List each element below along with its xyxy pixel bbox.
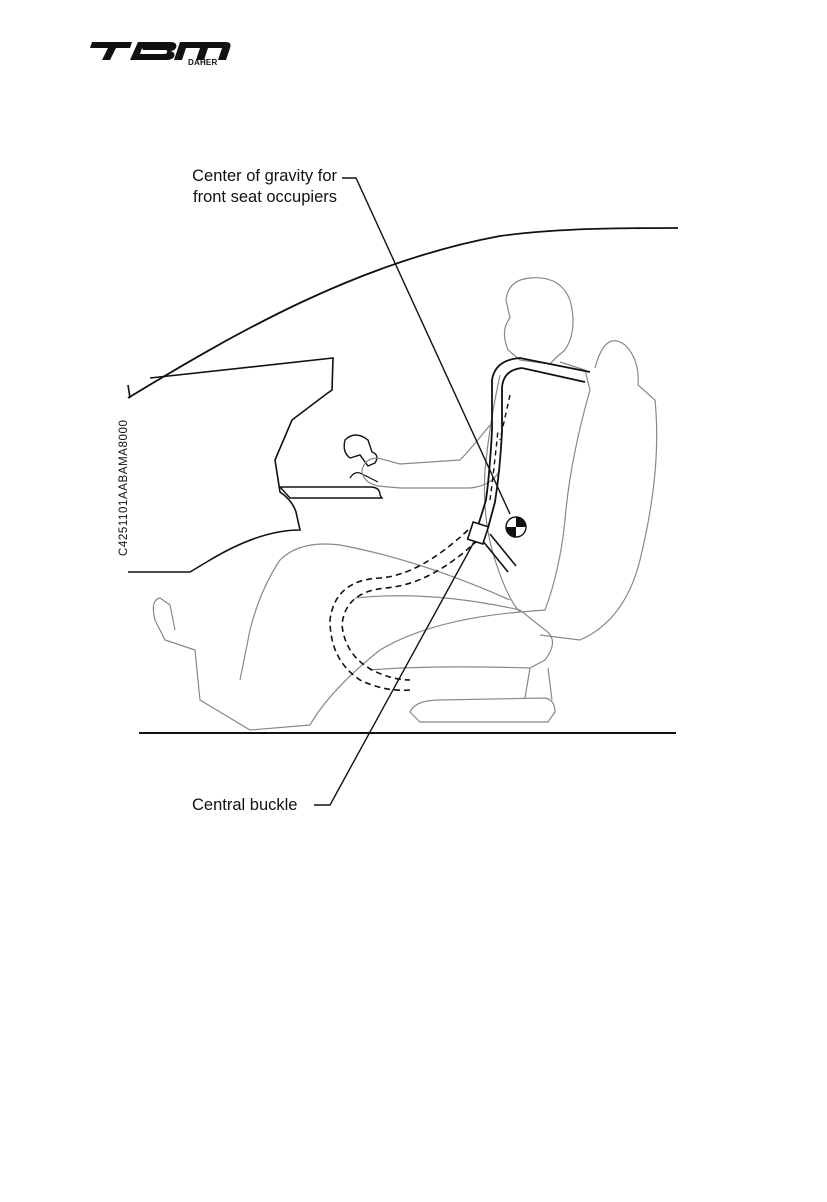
pilot-head [504, 278, 573, 364]
instrument-panel [128, 358, 333, 572]
seat-base [410, 668, 555, 722]
pilot-torso [484, 362, 590, 612]
center-of-gravity-label [192, 166, 337, 208]
central-buckle-label: Central buckle [192, 796, 298, 814]
center-of-gravity-symbol [506, 517, 526, 537]
canopy-edge [128, 385, 130, 398]
lap-belt [330, 530, 468, 690]
central-buckle-mark [468, 522, 489, 544]
seat-back [540, 341, 657, 640]
yoke-grip [344, 435, 377, 466]
cg-label-line1: Center of gravity for [192, 167, 337, 185]
cg-label-line2: front seat occupiers [193, 188, 337, 206]
pilot-leg-upper [240, 544, 510, 680]
logo-subtext: DAHER [188, 58, 218, 67]
control-yoke [280, 487, 382, 498]
canopy-line [128, 228, 678, 398]
seat-cushion [355, 596, 553, 670]
pilot-arm [362, 425, 500, 488]
pilot-leg-lower [153, 598, 520, 730]
buckle-leader-line [314, 542, 474, 805]
figure-reference-code: C4251101AABAMA8000 [118, 419, 130, 556]
cg-leader-line [342, 178, 510, 514]
